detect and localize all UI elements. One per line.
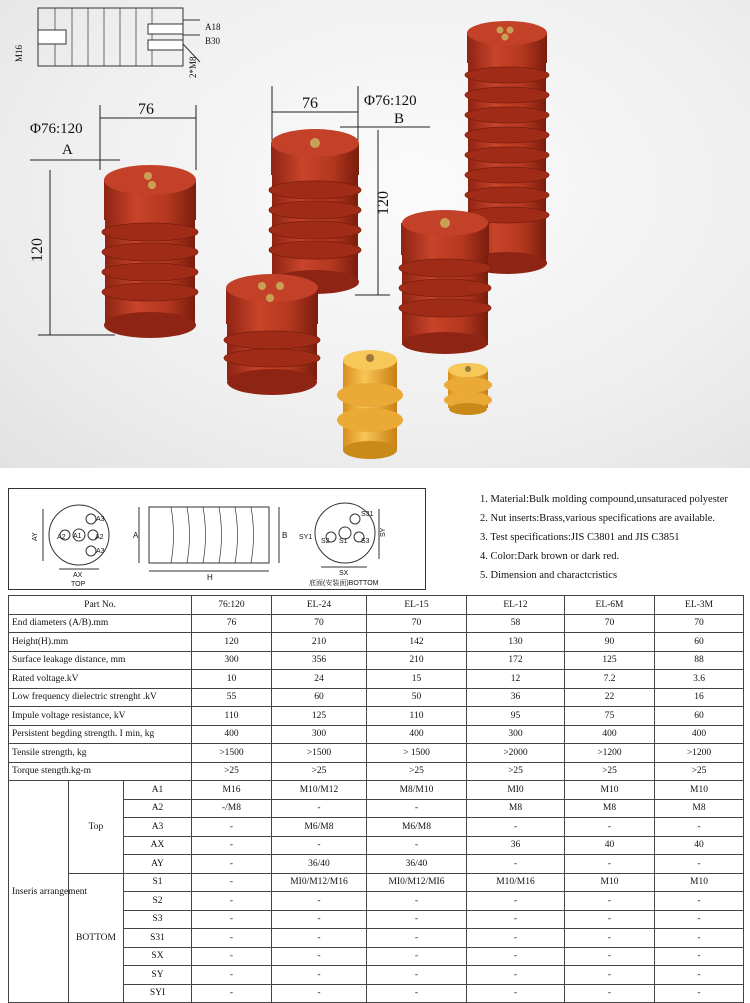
row-label: Rated voltage.kV <box>9 670 192 689</box>
table-cell: - <box>367 966 467 985</box>
insulator-el-6m <box>224 274 320 395</box>
row-label: Impule voltage resistance, kV <box>9 707 192 726</box>
table-cell: - <box>565 818 655 837</box>
dim-a-letter: A <box>62 142 73 158</box>
insert-code: S3 <box>124 910 192 929</box>
table-row <box>9 651 744 670</box>
top-label-a2-right: A2 <box>95 534 104 541</box>
table-row <box>9 725 744 744</box>
row-label: End diameters (A/B).mm <box>9 614 192 633</box>
table-row <box>9 614 744 633</box>
table-cell: - <box>192 984 272 1003</box>
spec-table <box>8 595 744 1003</box>
table-cell: - <box>565 910 655 929</box>
note-item: 1. Material:Bulk molding compound,unsaturaced polyester <box>480 494 728 505</box>
header-part: EL-3M <box>655 596 744 615</box>
insulator-el-12 <box>399 210 491 354</box>
row-label: Surface leakage distance, mm <box>9 651 192 670</box>
spec-notes <box>480 490 750 585</box>
table-cell: - <box>467 966 565 985</box>
bottom-caption: 底面(安装面)BOTTOM <box>309 580 379 587</box>
top-dim-ay: AY <box>32 532 39 541</box>
table-cell: - <box>272 836 367 855</box>
table-cell: M6/M8 <box>367 818 467 837</box>
table-cell: 12 <box>467 670 565 689</box>
table-cell: >25 <box>272 762 367 781</box>
dim-a-width: 76 <box>138 101 154 118</box>
table-cell: 356 <box>272 651 367 670</box>
table-cell: - <box>272 966 367 985</box>
note-item: 4. Color:Dark brown or dark red. <box>480 551 620 562</box>
table-cell: 130 <box>467 633 565 652</box>
row-label: Tensile strength, kg <box>9 744 192 763</box>
top-label-a3-bottom: A3 <box>96 548 105 555</box>
table-cell: 300 <box>192 651 272 670</box>
row-label: Height(H).mm <box>9 633 192 652</box>
table-cell: - <box>655 966 744 985</box>
table-row <box>9 707 744 726</box>
top-group-label: Top <box>69 781 124 874</box>
insert-code: AY <box>124 855 192 874</box>
table-row <box>9 633 744 652</box>
insulator-76-120 <box>102 165 198 338</box>
top-caption: TOP <box>71 581 86 588</box>
table-cell: - <box>272 892 367 911</box>
inserts-label: Inseris arrangement <box>9 781 69 1003</box>
header-part: EL-12 <box>467 596 565 615</box>
table-cell: 76 <box>192 614 272 633</box>
bottom-label-s1: S1 <box>339 538 348 545</box>
table-cell: - <box>467 929 565 948</box>
bottom-dim-sx: SX <box>339 570 349 577</box>
table-cell: 60 <box>272 688 367 707</box>
table-cell: - <box>655 818 744 837</box>
table-cell: - <box>367 836 467 855</box>
table-cell: - <box>367 947 467 966</box>
table-cell: - <box>367 799 467 818</box>
insert-code: A3 <box>124 818 192 837</box>
table-row <box>9 744 744 763</box>
b30-label: B30 <box>205 36 221 46</box>
insert-code: SX <box>124 947 192 966</box>
table-row <box>9 670 744 689</box>
insulator-yellow-small <box>444 363 492 415</box>
table-cell: M16 <box>192 781 272 800</box>
table-cell: - <box>192 855 272 874</box>
table-cell: 400 <box>565 725 655 744</box>
table-cell: - <box>655 910 744 929</box>
table-cell: 88 <box>655 651 744 670</box>
2m8-label: 2*M8 <box>188 56 198 78</box>
insert-code: S1 <box>124 873 192 892</box>
table-cell: - <box>192 929 272 948</box>
dimension-diagram <box>8 488 426 590</box>
note-item: 5. Dimension and charactcristics <box>480 570 618 581</box>
table-cell: >25 <box>565 762 655 781</box>
table-cell: 3.6 <box>655 670 744 689</box>
table-cell: >1500 <box>192 744 272 763</box>
table-cell: 125 <box>565 651 655 670</box>
insert-code: A1 <box>124 781 192 800</box>
table-cell: - <box>655 984 744 1003</box>
bottom-dim-sy: SY <box>380 527 387 537</box>
top-line-drawing <box>38 8 200 66</box>
header-part-no: Part No. <box>9 596 192 615</box>
header-part: EL-6M <box>565 596 655 615</box>
dim-b-phi: Φ76:120 <box>364 93 417 109</box>
table-cell: 36 <box>467 836 565 855</box>
table-cell: 90 <box>565 633 655 652</box>
bottom-label-s2: S2 <box>321 538 330 545</box>
table-cell: - <box>192 947 272 966</box>
table-cell: MI0/M12/M16 <box>272 873 367 892</box>
table-cell: 15 <box>367 670 467 689</box>
table-cell: M10 <box>565 873 655 892</box>
table-cell: 172 <box>467 651 565 670</box>
table-cell: 210 <box>367 651 467 670</box>
top-label-a1: A1 <box>73 533 82 540</box>
table-cell: 95 <box>467 707 565 726</box>
insert-code: S31 <box>124 929 192 948</box>
table-cell: - <box>192 892 272 911</box>
table-cell: - <box>565 929 655 948</box>
table-cell: >25 <box>655 762 744 781</box>
table-cell: 36/40 <box>272 855 367 874</box>
note-item: 2. Nut inserts:Brass,various specifications are available. <box>480 513 716 524</box>
insert-code: SYI <box>124 984 192 1003</box>
table-cell: - <box>565 947 655 966</box>
product-photo <box>0 0 750 468</box>
header-part: 76:120 <box>192 596 272 615</box>
header-part: EL-24 <box>272 596 367 615</box>
table-cell: - <box>565 855 655 874</box>
table-cell: MI0/M12/MI6 <box>367 873 467 892</box>
table-cell: 16 <box>655 688 744 707</box>
row-label: Persistent begding strength. I min, kg <box>9 725 192 744</box>
table-cell: 70 <box>367 614 467 633</box>
insulator-el-15 <box>269 129 361 294</box>
table-cell: 24 <box>272 670 367 689</box>
m16-label: M16 <box>14 44 24 62</box>
table-cell: 210 <box>272 633 367 652</box>
row-label: Low frequency dielectric strenght .kV <box>9 688 192 707</box>
table-cell: - <box>565 984 655 1003</box>
table-cell: - <box>467 947 565 966</box>
note-item: 3. Test specifications:JIS C3801 and JIS C3851 <box>480 532 680 543</box>
table-cell: - <box>192 910 272 929</box>
table-cell: M10/M16 <box>467 873 565 892</box>
insert-code: A2 <box>124 799 192 818</box>
table-cell: 36 <box>467 688 565 707</box>
bottom-label-s31: S31 <box>361 511 374 518</box>
table-cell: 75 <box>565 707 655 726</box>
table-row <box>9 873 744 892</box>
a18-label: A18 <box>205 22 221 32</box>
table-cell: 40 <box>655 836 744 855</box>
table-cell: - <box>565 892 655 911</box>
table-cell: 60 <box>655 633 744 652</box>
table-cell: - <box>467 910 565 929</box>
side-dim-b: B <box>282 531 288 540</box>
table-cell: - <box>655 892 744 911</box>
table-cell: - <box>565 966 655 985</box>
insert-code: AX <box>124 836 192 855</box>
table-cell: M8 <box>467 799 565 818</box>
table-cell: 58 <box>467 614 565 633</box>
table-cell: - <box>367 892 467 911</box>
table-cell: M10 <box>655 873 744 892</box>
table-cell: - <box>467 892 565 911</box>
table-cell: MI0 <box>467 781 565 800</box>
row-label: Torque stength.kg-m <box>9 762 192 781</box>
table-cell: 55 <box>192 688 272 707</box>
table-cell: >25 <box>192 762 272 781</box>
table-header-row <box>9 596 744 615</box>
table-cell: >25 <box>467 762 565 781</box>
table-cell: 70 <box>565 614 655 633</box>
table-cell: - <box>192 818 272 837</box>
table-cell: 50 <box>367 688 467 707</box>
bottom-group-label: BOTTOM <box>69 873 124 1003</box>
header-part: EL-15 <box>367 596 467 615</box>
dim-b-letter: B <box>394 111 405 127</box>
table-cell: - <box>192 966 272 985</box>
table-row <box>9 688 744 707</box>
table-cell: - <box>272 929 367 948</box>
table-cell: 40 <box>565 836 655 855</box>
table-row <box>9 781 744 800</box>
table-cell: 36/40 <box>367 855 467 874</box>
table-cell: M8/M10 <box>367 781 467 800</box>
side-dim-a: A <box>133 531 139 540</box>
table-cell: 22 <box>565 688 655 707</box>
table-cell: - <box>655 855 744 874</box>
side-dim-h: H <box>207 573 213 582</box>
table-cell: 110 <box>192 707 272 726</box>
table-cell: >1500 <box>272 744 367 763</box>
top-label-a3: A3 <box>96 516 105 523</box>
table-cell: - <box>367 984 467 1003</box>
table-cell: -/M8 <box>192 799 272 818</box>
table-cell: - <box>272 984 367 1003</box>
table-cell: M8 <box>565 799 655 818</box>
table-cell: >25 <box>367 762 467 781</box>
dim-a-phi: Φ76:120 <box>30 121 83 137</box>
table-cell: >1200 <box>565 744 655 763</box>
top-label-a2-left: A2 <box>57 534 66 541</box>
dim-a-height: 120 <box>29 238 46 262</box>
table-cell: M10 <box>655 781 744 800</box>
insert-code: S2 <box>124 892 192 911</box>
table-row <box>9 762 744 781</box>
table-cell: 60 <box>655 707 744 726</box>
top-dim-ax: AX <box>73 572 83 579</box>
table-cell: - <box>272 910 367 929</box>
table-cell: 400 <box>367 725 467 744</box>
table-cell: - <box>467 984 565 1003</box>
table-cell: 70 <box>655 614 744 633</box>
table-cell: 125 <box>272 707 367 726</box>
table-cell: - <box>272 799 367 818</box>
table-cell: M10/M12 <box>272 781 367 800</box>
table-cell: - <box>192 873 272 892</box>
table-cell: >2000 <box>467 744 565 763</box>
table-cell: 70 <box>272 614 367 633</box>
table-cell: 142 <box>367 633 467 652</box>
table-cell: - <box>192 836 272 855</box>
table-cell: - <box>467 855 565 874</box>
table-cell: > 1500 <box>367 744 467 763</box>
table-cell: M8 <box>655 799 744 818</box>
table-cell: 110 <box>367 707 467 726</box>
insulator-illustration <box>0 0 750 468</box>
table-cell: - <box>655 947 744 966</box>
table-cell: 7.2 <box>565 670 655 689</box>
table-cell: 120 <box>192 633 272 652</box>
dim-b-width: 76 <box>302 95 318 112</box>
table-cell: 300 <box>467 725 565 744</box>
insert-code: SY <box>124 966 192 985</box>
bottom-dim-sy1: SY1 <box>299 534 313 541</box>
table-cell: 300 <box>272 725 367 744</box>
bottom-label-s3: S3 <box>361 538 370 545</box>
side-view <box>139 507 279 571</box>
table-cell: - <box>272 947 367 966</box>
table-cell: - <box>655 929 744 948</box>
table-cell: M10 <box>565 781 655 800</box>
insulator-yellow-large <box>337 350 403 459</box>
table-cell: M6/M8 <box>272 818 367 837</box>
table-cell: 10 <box>192 670 272 689</box>
dim-b-height: 120 <box>375 191 392 215</box>
table-cell: 400 <box>655 725 744 744</box>
table-cell: >1200 <box>655 744 744 763</box>
table-cell: - <box>367 929 467 948</box>
table-cell: 400 <box>192 725 272 744</box>
table-cell: - <box>367 910 467 929</box>
table-cell: - <box>467 818 565 837</box>
